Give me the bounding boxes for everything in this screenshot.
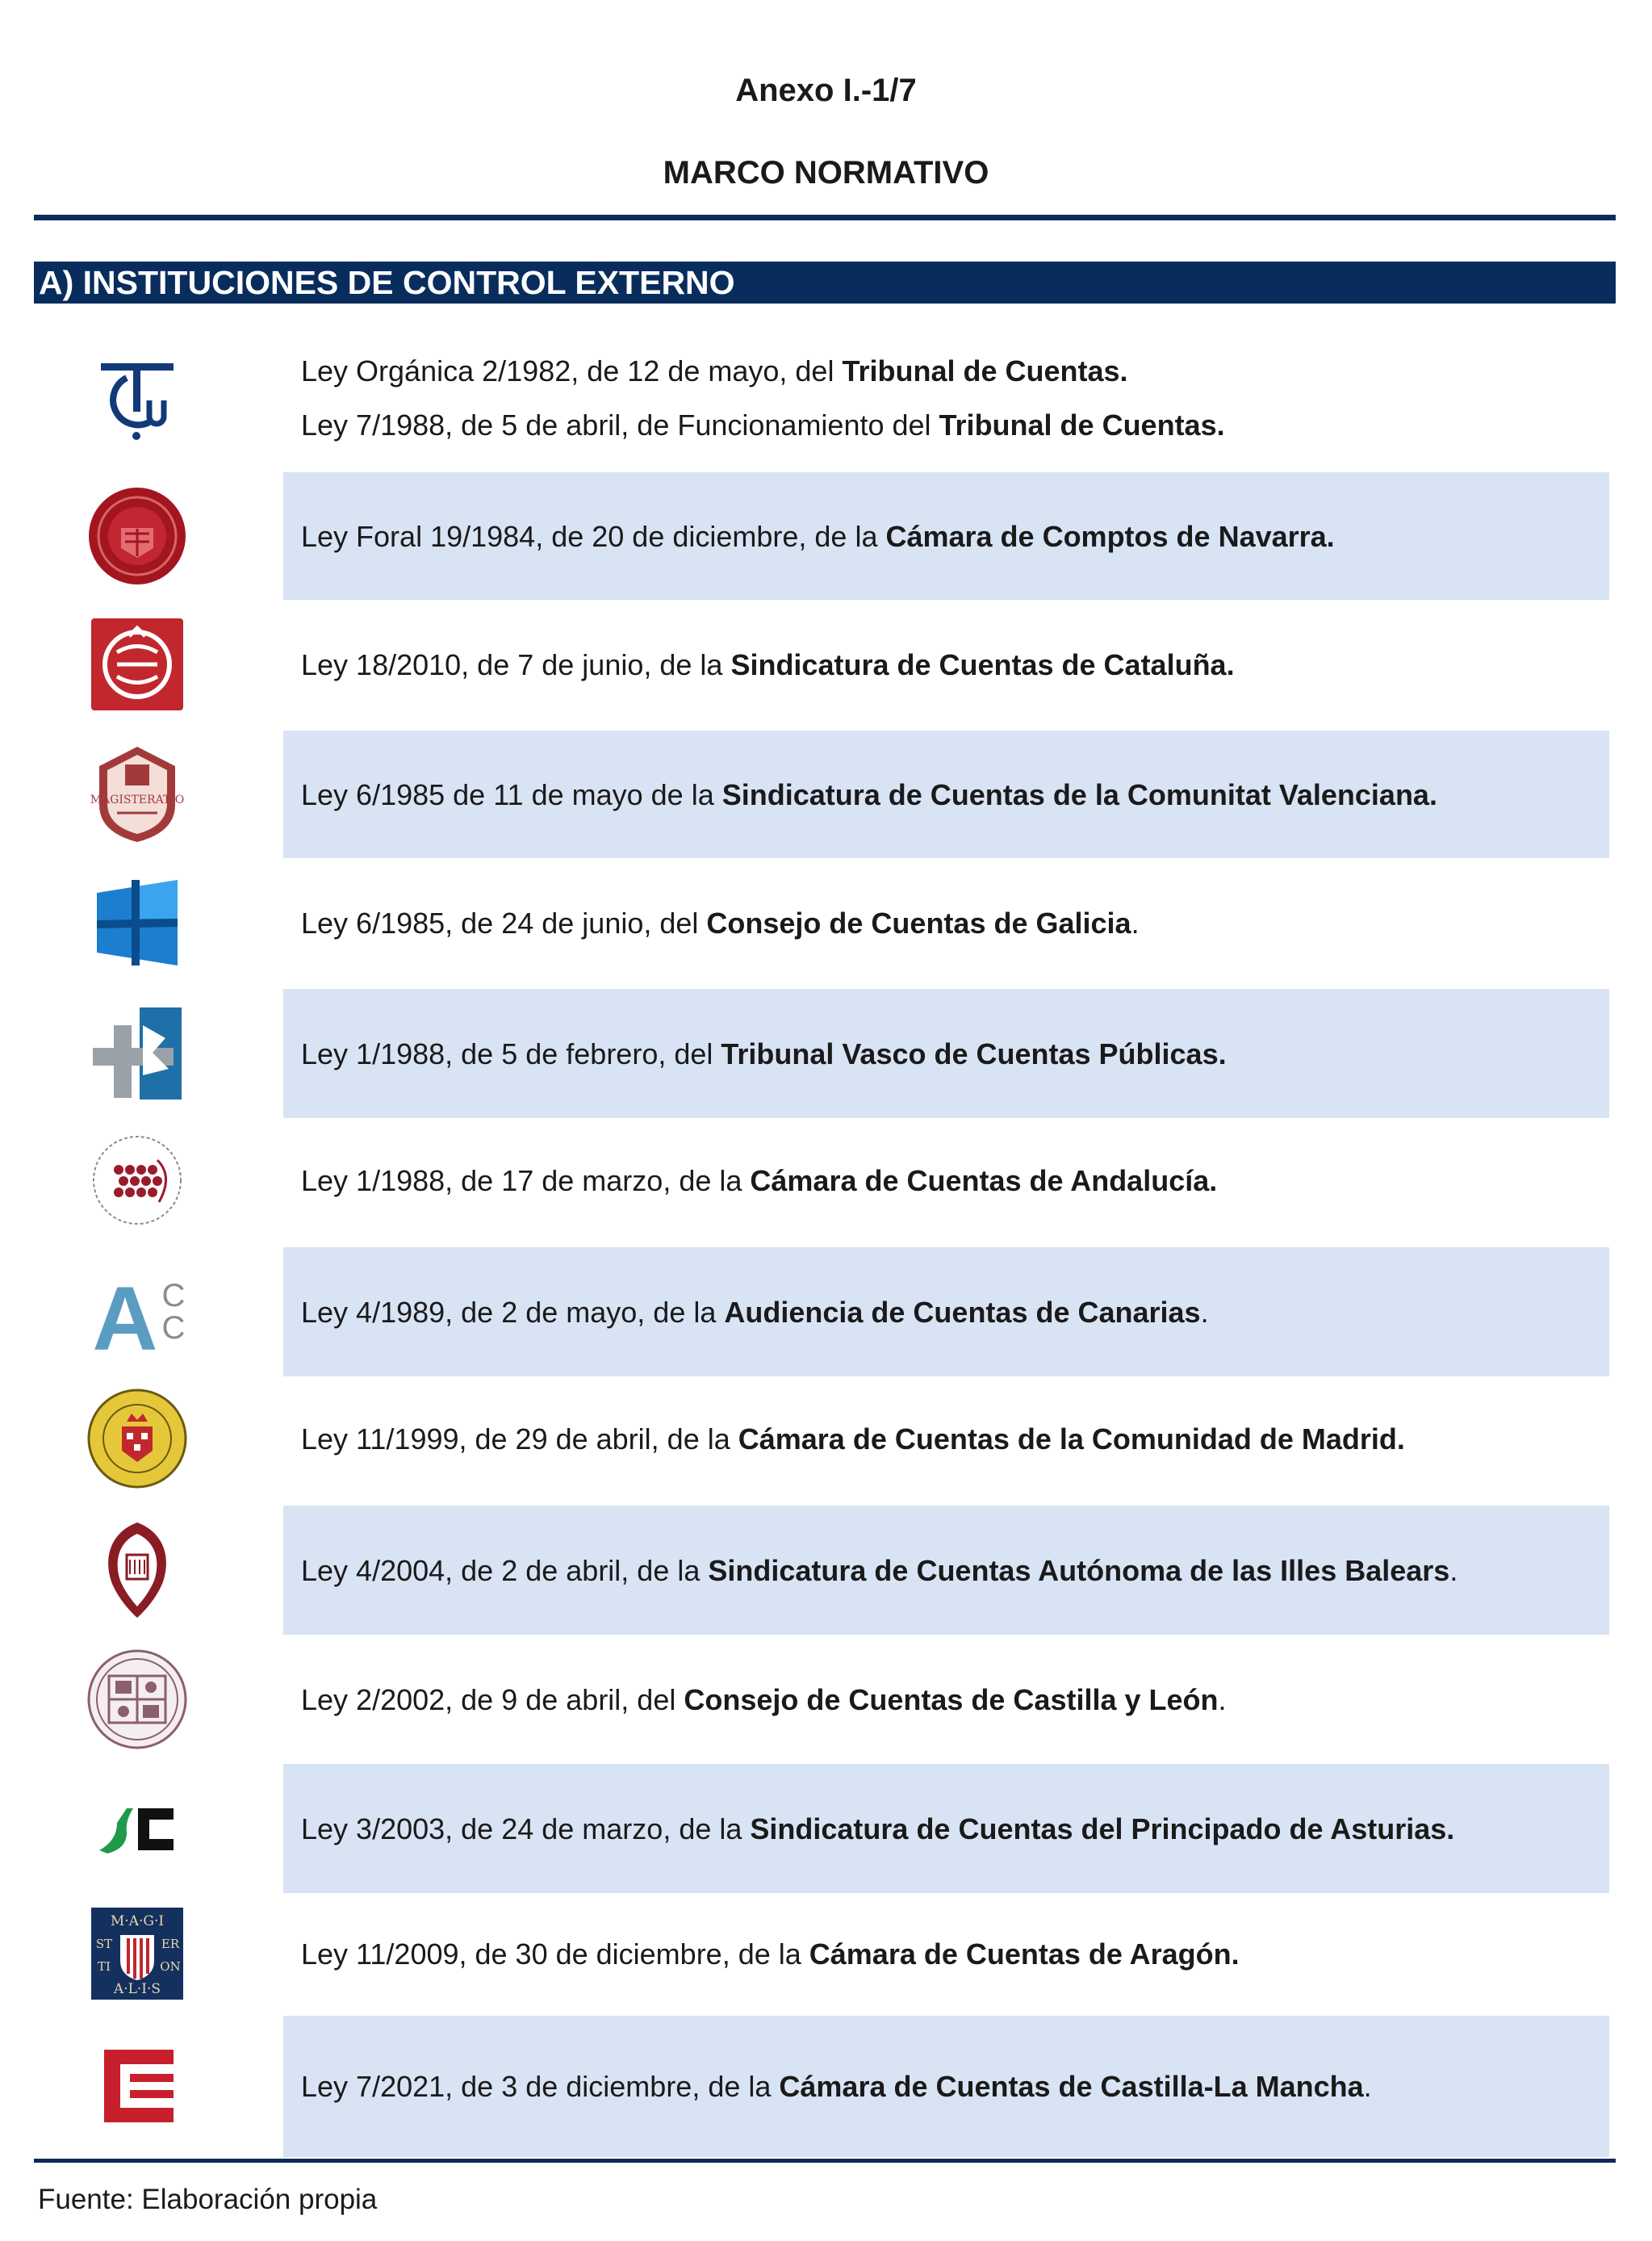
list-item: [0, 731, 1652, 858]
camara-de-comptos-navarra-seal-icon: [81, 484, 194, 589]
law-line: Ley 18/2010, de 7 de junio, de la Sindicatura de Cuentas de Cataluña.: [301, 647, 1235, 681]
law-line: Ley 1/1988, de 5 de febrero, del Tribunal Vasco de Cuentas Públicas.: [301, 1037, 1227, 1070]
aragon-logo-text: M·A·G·I: [110, 1913, 165, 1929]
law-line: Ley Foral 19/1984, de 20 de diciembre, de la Cámara de Comptos de Navarra.: [301, 519, 1335, 553]
institution-name: Cámara de Cuentas de la Comunidad de Madrid.: [738, 1422, 1405, 1456]
institution-name: Cámara de Cuentas de Castilla-La Mancha: [779, 2070, 1364, 2103]
sindicatura-valenciana-shield-icon: [81, 742, 194, 847]
list-item: [0, 1893, 1652, 2014]
aragon-logo-text: A·L·I·S: [113, 1981, 161, 1997]
list-item: [0, 1764, 1652, 1893]
list-item: [0, 1635, 1652, 1764]
entry-text: [301, 344, 1604, 452]
institution-name: Consejo de Cuentas de Castilla y León: [684, 1682, 1219, 1716]
list-item: [0, 2016, 1652, 2157]
law-line: Ley 11/1999, de 29 de abril, de la Cámara de Cuentas de la Comunidad de Madrid.: [301, 1422, 1405, 1456]
law-line: Ley 6/1985, de 24 de junio, del Consejo de Cuentas de Galicia.: [301, 907, 1140, 940]
aragon-logo-text: TI: [98, 1959, 111, 1974]
law-line: Ley Orgánica 2/1982, de 12 de mayo, del Tribunal de Cuentas.: [301, 354, 1128, 387]
list-item: [0, 1118, 1652, 1243]
institution-name: Sindicatura de Cuentas de la Comunitat Valenciana.: [721, 777, 1437, 811]
law-line: Ley 6/1985 de 11 de mayo de la Sindicatura de Cuentas de la Comunitat Valenciana.: [301, 777, 1437, 811]
institution-name: Sindicatura de Cuentas de Cataluña.: [730, 647, 1235, 681]
list-item: [0, 861, 1652, 986]
entry-text: [301, 731, 1604, 858]
entry-text: [301, 1118, 1604, 1243]
entry-text: [301, 1635, 1604, 1764]
institution-name: Cámara de Cuentas de Aragón.: [809, 1937, 1240, 1971]
section-header: A) INSTITUCIONES DE CONTROL EXTERNO: [34, 262, 1616, 304]
sindicatura-cataluna-logo-icon: [81, 612, 194, 717]
entry-text: [301, 1247, 1604, 1376]
camara-cuentas-andalucia-logo-icon: [81, 1128, 194, 1233]
tribunal-de-cuentas-logo-icon: [81, 346, 194, 450]
institution-name: Audiencia de Cuentas de Canarias: [724, 1295, 1201, 1329]
aragon-logo-text: ER: [161, 1937, 180, 1951]
institution-name: Tribunal de Cuentas.: [939, 408, 1225, 442]
annex-title: Anexo I.-1/7: [735, 73, 917, 108]
institution-name: Sindicatura de Cuentas Autónoma de las Illes Balears: [708, 1553, 1450, 1587]
institution-name: Sindicatura de Cuentas del Principado de Asturias.: [750, 1812, 1455, 1845]
entry-text: [301, 1764, 1604, 1893]
law-line: Ley 1/1988, de 17 de marzo, de la Cámara de Cuentas de Andalucía.: [301, 1164, 1218, 1197]
sindicatura-asturias-logo-icon: [81, 1776, 194, 1881]
document-title: MARCO NORMATIVO: [663, 155, 989, 191]
entry-text: [301, 1506, 1604, 1635]
audiencia-canarias-logo-icon: [81, 1259, 194, 1364]
law-line: Ley 3/2003, de 24 de marzo, de la Sindicatura de Cuentas del Principado de Asturias.: [301, 1812, 1455, 1845]
tribunal-vasco-logo-icon: [81, 1001, 194, 1106]
bottom-divider: [34, 2159, 1616, 2163]
entry-text: [301, 604, 1604, 725]
entry-text: [301, 989, 1604, 1118]
entry-text: [301, 1376, 1604, 1502]
institution-name: Cámara de Comptos de Navarra.: [885, 519, 1335, 553]
camara-cuentas-castilla-la-mancha-logo-icon: [81, 2034, 194, 2138]
canarias-logo-letter: A: [92, 1268, 158, 1364]
entry-text: [301, 472, 1604, 600]
entry-text: [301, 2016, 1604, 2157]
law-line: Ley 2/2002, de 9 de abril, del Consejo de Cuentas de Castilla y León.: [301, 1682, 1227, 1716]
camara-cuentas-madrid-seal-icon: [81, 1386, 194, 1491]
law-line: Ley 11/2009, de 30 de diciembre, de la Cámara de Cuentas de Aragón.: [301, 1937, 1240, 1971]
institution-name: Tribunal de Cuentas.: [842, 354, 1128, 387]
aragon-logo-text: ON: [160, 1959, 181, 1974]
consejo-castilla-leon-seal-icon: [81, 1647, 194, 1752]
canarias-logo-letter-small: C: [161, 1310, 186, 1346]
list-item: [0, 344, 1652, 452]
entry-text: [301, 1893, 1604, 2014]
aragon-logo-text: ST: [95, 1937, 113, 1951]
law-line: Ley 4/2004, de 2 de abril, de la Sindicatura de Cuentas Autónoma de las Illes Balears.: [301, 1553, 1458, 1587]
institution-name: Tribunal Vasco de Cuentas Públicas.: [721, 1037, 1227, 1070]
entry-text: [301, 861, 1604, 986]
law-line: Ley 7/2021, de 3 de diciembre, de la Cámara de Cuentas de Castilla-La Mancha.: [301, 2070, 1372, 2103]
list-item: [0, 1376, 1652, 1502]
list-item: [0, 472, 1652, 600]
law-line: Ley 4/1989, de 2 de mayo, de la Audiencia de Cuentas de Canarias.: [301, 1295, 1209, 1329]
valencia-logo-text: MAGISTERATIO: [90, 794, 185, 806]
camara-cuentas-aragon-logo-icon: [81, 1901, 194, 2006]
law-line: Ley 7/1988, de 5 de abril, de Funcionamiento del Tribunal de Cuentas.: [301, 408, 1225, 442]
institution-name: Cámara de Cuentas de Andalucía.: [750, 1164, 1218, 1197]
source-note: Fuente: Elaboración propia: [38, 2184, 378, 2215]
list-item: [0, 1247, 1652, 1376]
list-item: [0, 1506, 1652, 1635]
list-item: [0, 604, 1652, 725]
institution-name: Consejo de Cuentas de Galicia: [706, 907, 1131, 940]
sindicatura-baleares-shield-icon: [81, 1518, 194, 1623]
list-item: [0, 989, 1652, 1118]
consello-contas-galicia-logo-icon: [81, 870, 194, 975]
canarias-logo-letter-small: C: [161, 1278, 186, 1313]
